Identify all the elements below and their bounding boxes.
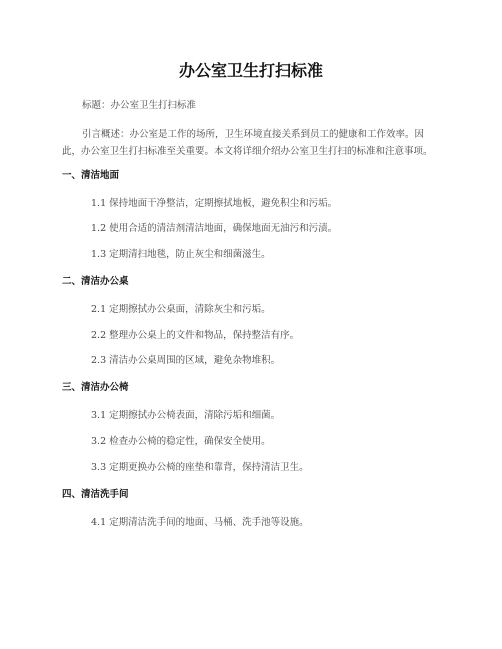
section-heading-restroom: 四、清洁洗手间 [62,489,129,500]
list-item: 1.1 保持地面干净整洁，定期擦拭地板，避免积尘和污垢。 [91,198,338,209]
list-item: 2.2 整理办公桌上的文件和物品，保持整洁有序。 [91,330,300,341]
title-label-line: 标题：办公室卫生打扫标准 [82,100,197,111]
list-item: 1.2 使用合适的清洁剂清洁地面，确保地面无油污和污渍。 [91,223,338,234]
list-item: 2.3 清洁办公桌周围的区域，避免杂物堆积。 [91,355,281,366]
list-item: 3.1 定期擦拭办公椅表面，清除污垢和细菌。 [91,410,281,421]
section-heading-desk: 二、清洁办公桌 [62,276,129,287]
document-title: 办公室卫生打扫标准 [178,61,323,80]
intro-paragraph: 引言概述：办公室是工作的场所，卫生环境直接关系到员工的健康和工作效率。因此，办公室卫生打扫标准至关重要。本文将详细介绍办公室卫生打扫的标准和注意事项。 [62,129,433,157]
section-heading-chair: 三、清洁办公椅 [62,382,129,393]
list-item: 3.3 定期更换办公椅的座垫和靠背，保持清洁卫生。 [91,462,309,473]
list-item: 1.3 定期清扫地毯，防止灰尘和细菌滋生。 [91,249,271,260]
section-heading-floor: 一、清洁地面 [62,170,120,181]
list-item: 4.1 定期清洁洗手间的地面、马桶、洗手池等设施。 [91,517,309,528]
list-item: 3.2 检查办公椅的稳定性，确保安全使用。 [91,436,271,447]
list-item: 2.1 定期擦拭办公桌面，清除灰尘和污垢。 [91,304,271,315]
